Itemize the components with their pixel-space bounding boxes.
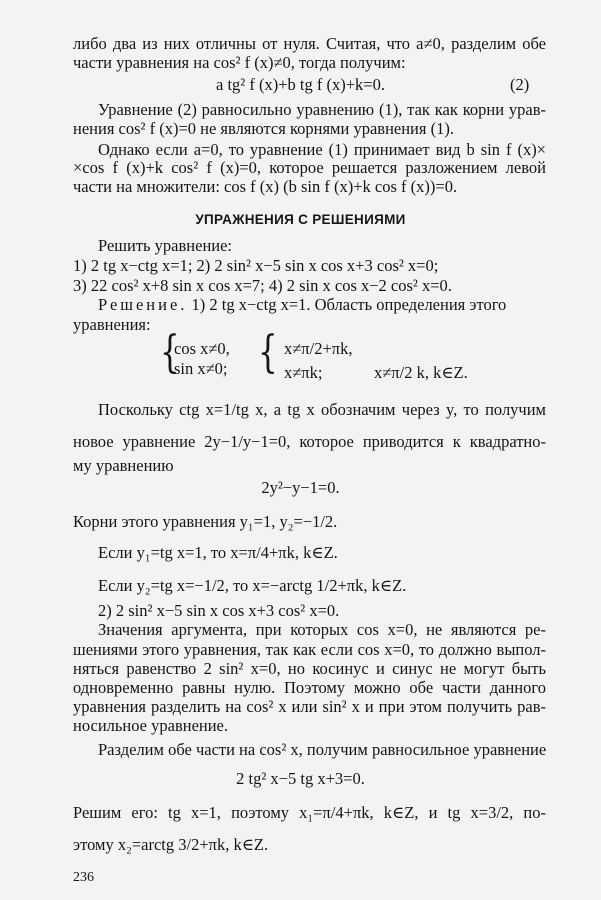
text-line-7: части на множители: cos f (x) (b sin f (x)+k cos f (x))=0. xyxy=(73,177,458,196)
text-line-1: либо два из них отличны от нуля. Считая, что a≠0, разделим обе xyxy=(73,34,546,53)
system-a-row-2: sin x≠0; xyxy=(174,359,228,378)
solution-line xyxy=(98,295,506,315)
page-number: 236 xyxy=(73,870,94,885)
equation-system xyxy=(160,327,480,383)
text-line-17: Если y₁=tg x=1, то x=π/4+πk, k∈Z. xyxy=(98,543,338,562)
system-a-row-1: cos x≠0, xyxy=(174,339,230,358)
equation-4: 2 tg² x−5 tg x+3=0. xyxy=(236,769,365,788)
exercise-line-2: 3) 22 cos² x+8 sin x cos x=7; 4) 2 sin x cos x−2 cos² x=0. xyxy=(73,276,452,295)
text-line-20: Значения аргумента, при которых cos x=0, не являются ре- xyxy=(98,620,546,639)
text-line-2: части уравнения на cos² f (x)≠0, тогда получим: xyxy=(73,53,406,72)
text-line-15: му уравнению xyxy=(73,456,174,475)
equation-2-number: (2) xyxy=(510,75,530,94)
text-line-12: уравнения: xyxy=(73,315,151,334)
text-line-4: нения cos² f (x)=0 не являются корнями уравнения (1). xyxy=(73,119,454,138)
text-line-26: Разделим обе части на cos² x, получим равносильное уравнение xyxy=(98,740,547,759)
solution-label: Решение. xyxy=(98,295,188,314)
text-line-3: Уравнение (2) равносильно уравнению (1), так как корни урав- xyxy=(98,100,546,119)
text-line-6: ×cos f (x)+k cos² f (x)=0, которое решается разложением левой xyxy=(73,158,546,177)
text-line-14: новое уравнение 2y−1/y−1=0, которое приводится к квадратно- xyxy=(73,432,546,451)
text-line-8: Решить уравнение: xyxy=(98,236,233,255)
text-line-23: одновременно равны нулю. Поэтому можно обе части данного xyxy=(73,678,546,697)
text-line-5: Однако если a=0, то уравнение (1) принимает вид b sin f (x)× xyxy=(98,140,546,159)
text-line-18: Если y₂=tg x=−1/2, то x=−arctg 1/2+πk, k∈Z. xyxy=(98,576,407,595)
exercise-line-1: 1) 2 tg x−ctg x=1; 2) 2 sin² x−5 sin x cos x+3 cos² x=0; xyxy=(73,256,439,275)
system-b-row-2: x≠πk; xyxy=(284,363,323,382)
text-line-16: Корни этого уравнения y₁=1, y₂=−1/2. xyxy=(73,512,338,531)
text-line-27: Решим его: tg x=1, поэтому x₁=π/4+πk, k∈Z, и tg x=3/2, по- xyxy=(73,803,546,822)
system-b-row-1: x≠π/2+πk, xyxy=(284,339,353,358)
system-b-row-3: x≠π/2 k, k∈Z. xyxy=(374,363,468,382)
text-line-22: няться равенство 2 sin² x=0, но косинус и синус не могут быть xyxy=(73,659,546,678)
equation-3: 2y²−y−1=0. xyxy=(261,478,340,497)
solution-text: 1) 2 tg x−ctg x=1. Область определения этого xyxy=(187,295,507,314)
text-line-24: уравнения разделить на cos² x или sin² x и при этом получить рав- xyxy=(73,697,546,716)
text-line-21: шениями этого уравнения, так как если cos x=0, то должно выпол- xyxy=(73,640,546,659)
text-line-19: 2) 2 sin² x−5 sin x cos x+3 cos² x=0. xyxy=(98,601,340,620)
text-line-25: носильное уравнение. xyxy=(73,716,229,735)
text-line-28: этому x₂=arctg 3/2+πk, k∈Z. xyxy=(73,835,269,854)
text-line-13: Поскольку ctg x=1/tg x, а tg x обозначим через y, то получим xyxy=(98,400,546,419)
section-heading: УПРАЖНЕНИЯ С РЕШЕНИЯМИ xyxy=(195,212,406,227)
equation-2: a tg² f (x)+b tg f (x)+k=0. xyxy=(216,75,385,94)
left-brace-1: { xyxy=(160,327,180,378)
left-brace-2: { xyxy=(258,327,278,378)
